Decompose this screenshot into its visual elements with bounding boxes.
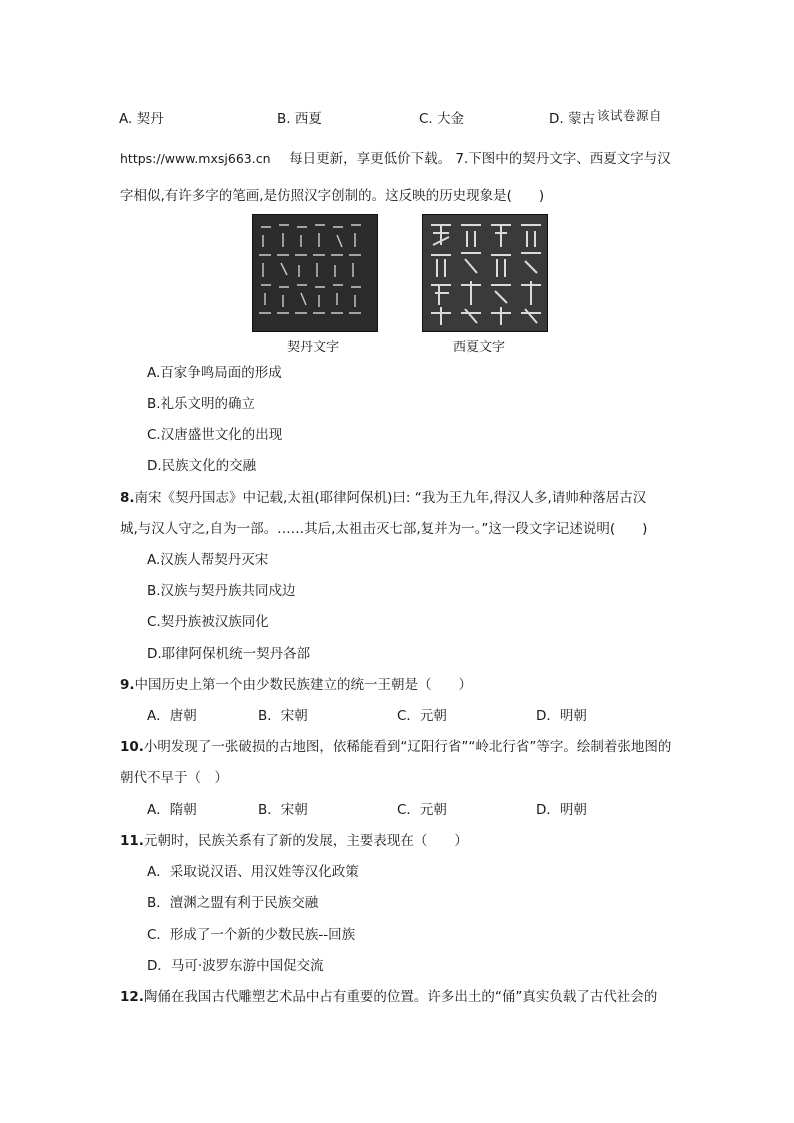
q6-options-row	[0, 110, 794, 128]
q8-option-c: C.契丹族被汉族同化	[147, 614, 269, 630]
ad-line	[120, 150, 671, 168]
q10-option-b: B．宋朝	[258, 802, 308, 818]
q10-option-c: C．元朝	[397, 802, 447, 818]
q6-option-b: B. 西夏	[277, 111, 322, 127]
q6-option-a: A. 契丹	[119, 111, 164, 127]
q9-stem	[120, 676, 472, 694]
q11-option-b: B．澶渊之盟有利于民族交融	[147, 895, 319, 911]
q8-text-line1: 南宋《契丹国志》中记载,太祖(耶律阿保机)曰: “我为王九年,得汉人多,请帅种落居古汉	[134, 490, 647, 506]
q8-option-b: B.汉族与契丹族共同戍边	[147, 583, 296, 599]
xixia-caption: 西夏文字	[453, 340, 506, 355]
q8-option-a: A.汉族人帮契丹灭宋	[147, 552, 269, 568]
q7-line1: 7.下图中的契丹文字、西夏文字与汉	[455, 151, 671, 167]
q11-option-d: D．马可·波罗东游中国促交流	[147, 958, 324, 974]
q9-option-b: B．宋朝	[258, 708, 308, 724]
q8-line2: 城,与汉人守之,自为一部。……其后,太祖击灭七部,复并为一。”这一段文字记述说明( )	[120, 521, 648, 537]
watermark-text: 该试卷源自	[597, 108, 663, 123]
q9-option-d: D．明朝	[536, 708, 587, 724]
q7-option-a: A.百家争鸣局面的形成	[147, 365, 282, 381]
q8-option-d: D.耶律阿保机统一契丹各部	[147, 646, 311, 662]
ad-text: 每日更新，享更低价下载。	[289, 151, 452, 167]
q12-text: 陶俑在我国古代雕塑艺术品中占有重要的位置。许多出土的“俑”真实负载了古代社会的	[143, 989, 658, 1005]
q7-line2: 字相似,有许多字的笔画,是仿照汉字创制的。这反映的历史现象是( )	[120, 188, 545, 204]
q8-number: 8.	[120, 490, 135, 506]
xixia-script-strokes	[423, 215, 547, 331]
khitan-script-strokes	[253, 215, 377, 331]
q9-option-c: C．元朝	[397, 708, 447, 724]
q9-text: 中国历史上第一个由少数民族建立的统一王朝是（ ）	[134, 677, 473, 693]
q6-option-c: C. 大金	[419, 111, 465, 127]
q12-number: 12.	[120, 989, 144, 1005]
q10-line2: 朝代不早于（ ）	[120, 770, 228, 786]
q10-line1	[120, 738, 671, 756]
ad-url[interactable]: https://www.mxsj663.cn	[120, 151, 271, 166]
q11-option-c: C．形成了一个新的少数民族--回族	[147, 927, 356, 943]
q9-number: 9.	[120, 677, 135, 693]
q6-option-d: D. 蒙古	[549, 111, 595, 127]
q11-stem	[120, 832, 468, 850]
q10-text-line1: 小明发现了一张破损的古地图，依稀能看到“辽阳行省”“岭北行省”等字。绘制着张地图的	[143, 739, 672, 755]
xixia-script-image	[422, 214, 548, 332]
khitan-script-image	[252, 214, 378, 332]
q7-option-b: B.礼乐文明的确立	[147, 396, 256, 412]
q11-option-a: A．采取说汉语、用汉姓等汉化政策	[147, 864, 359, 880]
q9-option-a: A．唐朝	[147, 708, 197, 724]
q8-line1	[120, 489, 646, 507]
q11-text: 元朝时，民族关系有了新的发展，主要表现在（ ）	[143, 833, 468, 849]
q12-stem	[120, 988, 657, 1006]
q10-option-d: D．明朝	[536, 802, 587, 818]
khitan-caption: 契丹文字	[287, 340, 340, 355]
q7-option-d: D.民族文化的交融	[147, 458, 257, 474]
q7-option-c: C.汉唐盛世文化的出现	[147, 427, 283, 443]
q10-number: 10.	[120, 739, 144, 755]
q11-number: 11.	[120, 833, 144, 849]
q10-option-a: A．隋朝	[147, 802, 197, 818]
